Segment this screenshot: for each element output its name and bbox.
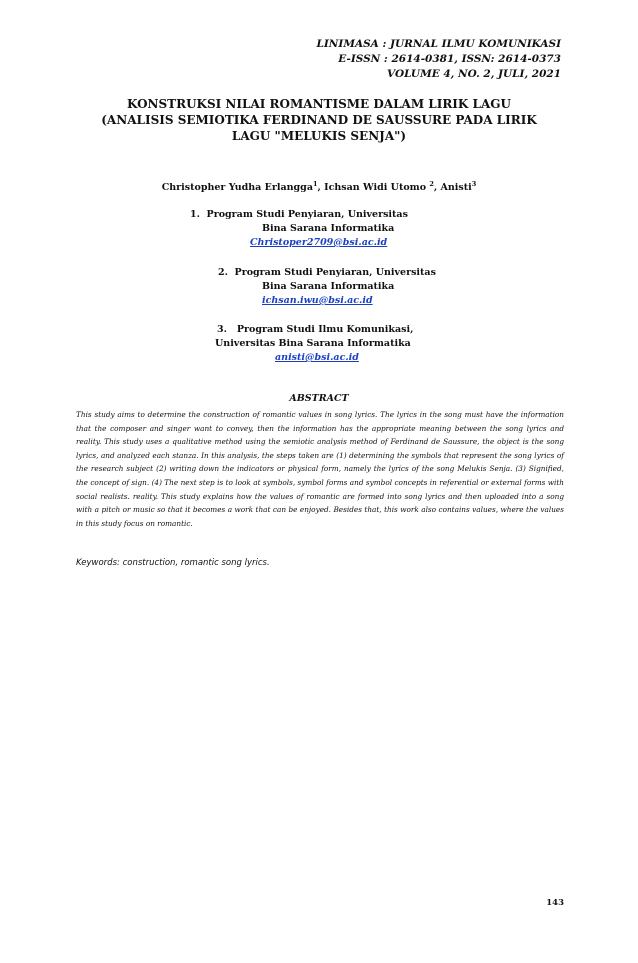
author-1-affil-mark: 1 [312,180,318,188]
affiliation-email-link[interactable]: ichsan.iwu@bsi.ac.id [262,295,373,306]
keywords [76,558,564,568]
affiliation-line-2: Bina Sarana Informatika [262,223,395,234]
affiliation-3 [217,323,413,365]
affiliation-line-1: Program Studi Penyiaran, Universitas [234,267,436,278]
affiliation-line-2: Universitas Bina Sarana Informatika [215,338,411,349]
author-1: Christopher Yudha Erlangga [161,182,313,194]
author-2-affil-mark: 2 [429,180,434,188]
keywords-text: construction, romantic song lyrics. [122,558,270,568]
affiliation-1 [190,208,408,250]
abstract-heading: ABSTRACT [289,393,349,404]
author-list: Christopher Yudha Erlangga$^1$, Ichsan Widi Utomo $^2$, Anisti$^3$ [161,180,477,194]
journal-header [317,37,561,82]
affiliation-email-link[interactable]: anisti@bsi.ac.id [275,352,359,363]
journal-name: LINIMASA : JURNAL ILMU KOMUNIKASI [316,38,561,50]
affiliation-line-1: Program Studi Penyiaran, Universitas [206,209,408,220]
title-line-2: (ANALISIS SEMIOTIKA FERDINAND DE SAUSSURE PADA LIRIK [101,113,537,127]
paper-title [70,96,568,144]
page-number: 143 [546,898,564,908]
journal-issn: E-ISSN : 2614-0381, ISSN: 2614-0373 [338,53,561,65]
affiliation-line-1: Program Studi Ilmu Komunikasi, [236,324,414,335]
author-3: Anisti [440,182,472,194]
affiliation-number: 3. [217,324,227,335]
affiliation-line-2: Bina Sarana Informatika [262,281,395,292]
affiliation-email-link[interactable]: Christoper2709@bsi.ac.id [250,237,388,248]
abstract-body: This study aims to determine the construction of romantic values in song lyrics. The lyrics in the song must have the information that the composer and singer want to convey, then the information has the appropriate meaning between the song lyrics and reality. This study uses a qualitative method using the semiotic analysis method of Ferdinand de Saussure, the object is the song lyrics, and analyzed each stanza. In this analysis, the steps taken are (1) determining the symbols that represent the song lyrics of the research subject (2) writing down the indicators or physical form, namely the lyrics of the song Melukis Senja. (3) Signified, the concept of sign. (4) The next step is to look at symbols, symbol forms and symbol concepts in referential or external forms with social realists. reality. This study explains how the values of romantic are formed into song lyrics and then uploaded into a song with a pitch or music so that it becomes a work that can be enjoyed. Besides that, this work also contains values, where the values in this study focus on romantic. [76,410,564,528]
keywords-label: Keywords: [76,558,120,568]
title-line-3: LAGU "MELUKIS SENJA") [231,129,407,143]
author-2: Ichsan Widi Utomo [324,182,427,194]
author-3-affil-mark: 3 [471,180,477,188]
journal-volume: VOLUME 4, NO. 2, JULI, 2021 [387,68,561,80]
title-line-1: KONSTRUKSI NILAI ROMANTISME DALAM LIRIK LAGU [126,97,511,111]
affiliation-number: 2. [218,267,228,278]
affiliation-2 [218,266,436,308]
affiliation-number: 1. [190,209,200,220]
